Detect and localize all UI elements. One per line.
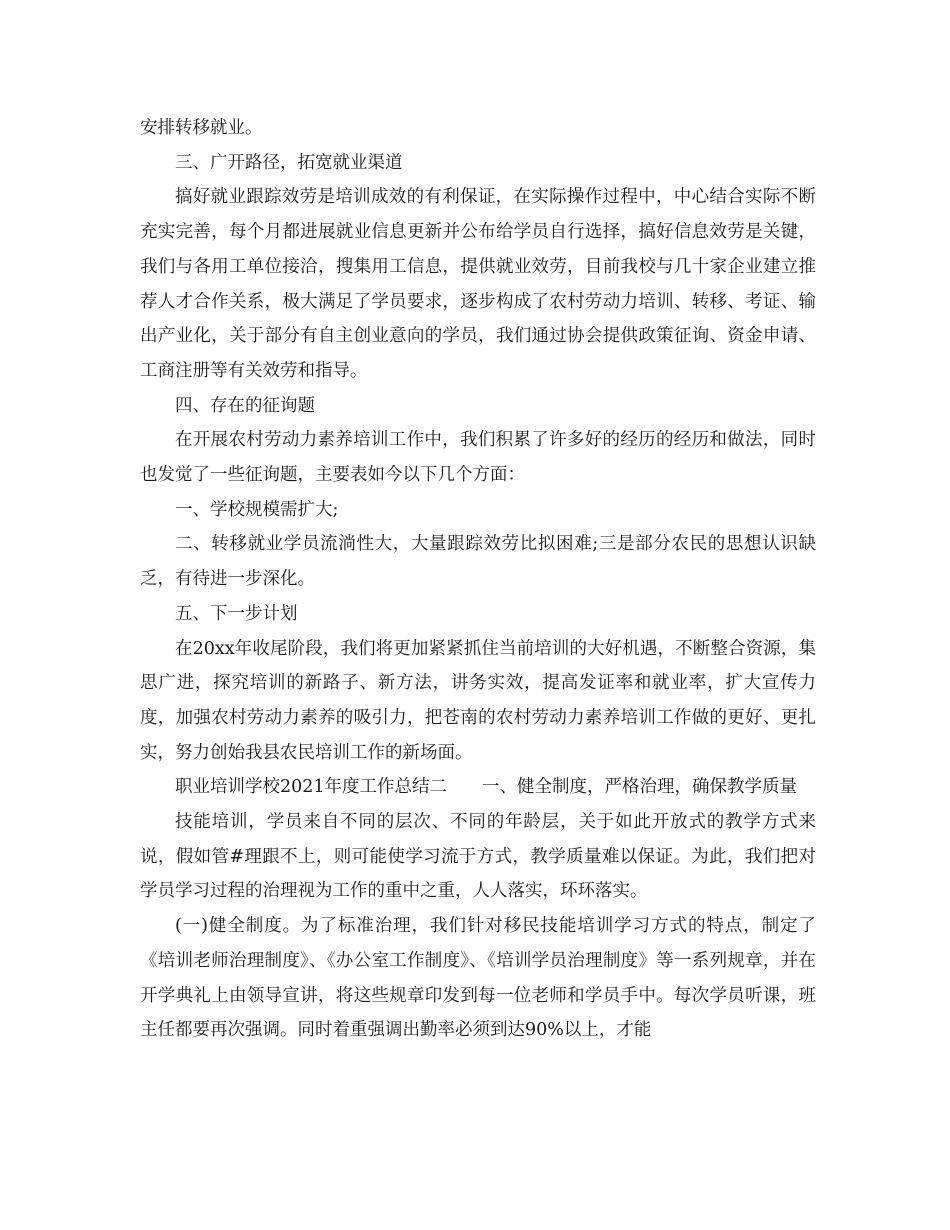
section-heading-3: 三、广开路径，拓宽就业渠道 [175,152,403,173]
document-body [140,111,816,1048]
paragraph: 在开展农村劳动力素养培训工作中，我们积累了许多好的经历的经历和做法，同时也发觉了一些征询题，主要表如今以下几个方面： [140,430,816,486]
paragraph: 技能培训，学员来自不同的层次、不同的年龄层，关于如此开放式的教学方式来说，假如管#理跟不上，则可能使学习流于方式，教学质量难以保证。为此，我们把对学员学习过程的治理视为工作的重中之重，人人落实，环环落实。 [140,812,816,902]
list-item: 一、学校规模需扩大; [175,499,339,520]
paragraph: 搞好就业跟踪效劳是培训成效的有利保证，在实际操作过程中，中心结合实际不断充实完善，每个月都进展就业信息更新并公布给学员自行选择，搞好信息效劳是关键，我们与各用工单位接洽，搜集用工信息，提供就业效劳，目前我校与几十家企业建立推荐人才合作关系，极大满足了学员要求，逐步构成了农村劳动力培训、转移、考证、输出产业化，关于部分有自主创业意向的学员，我们通过协会提供政策征询、资金申请、工商注册等有关效劳和指导。 [140,187,816,381]
section-heading-5: 五、下一步计划 [175,603,298,624]
document-title-2: 职业培训学校2021年度工作总结二 一、健全制度，严格治理，确保教学质量 [175,777,798,798]
list-item: 二、转移就业学员流淌性大，大量跟踪效劳比拟困难;三是部分农民的思想认识缺乏，有待进一步深化。 [140,534,816,590]
section-heading-4: 四、存在的征询题 [175,395,315,416]
paragraph-continuation: 安排转移就业。 [140,118,263,138]
paragraph: 在20xx年收尾阶段，我们将更加紧紧抓住当前培训的大好机遇，不断整合资源，集思广进，探究培训的新路子、新方法，讲务实效，提高发证率和就业率，扩大宣传力度，加强农村劳动力素养的吸引力，把苍南的农村劳动力素养培训工作做的更好、更扎实，努力创始我县农民培训工作的新场面。 [140,638,816,763]
paragraph: (一)健全制度。为了标准治理，我们针对移民技能培训学习方式的特点，制定了《培训老师治理制度》、《办公室工作制度》、《培训学员治理制度》等一系列规章，并在开学典礼上由领导宣讲，将这些规章印发到每一位老师和学员手中。每次学员听课，班主任都要再次强调。同时着重强调出勤率必须到达90%以上，才能 [140,916,816,1041]
